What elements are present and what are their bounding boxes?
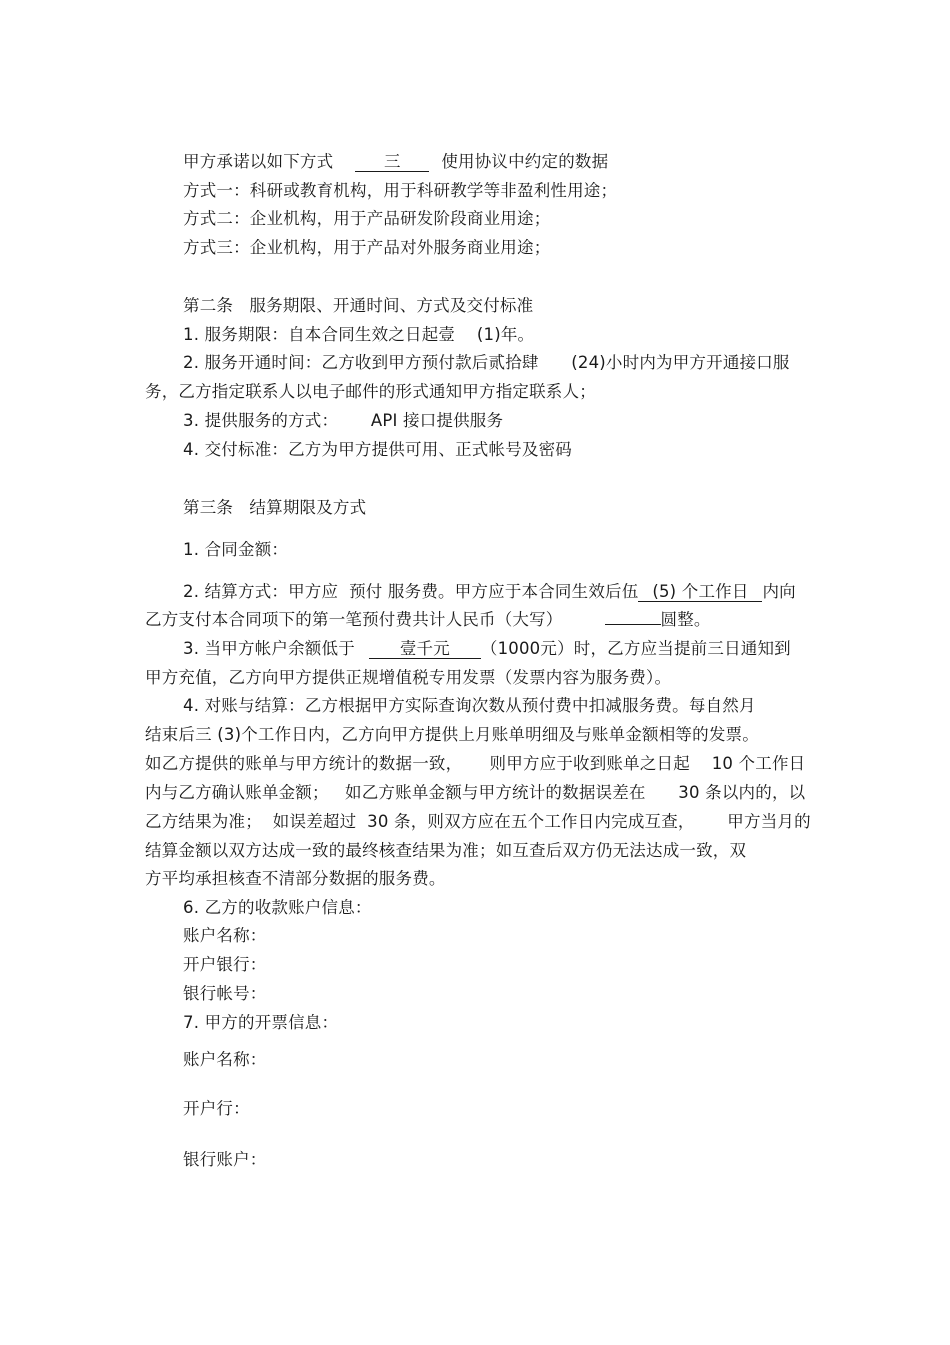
article-two-item-3: 3. 提供服务的方式： API 接口提供服务	[183, 411, 504, 430]
article-three-item-4-line-5: 乙方结果为准； 如误差超过 30 条，则双方应在五个工作日内完成互查， 甲方当月的	[145, 812, 811, 831]
article-three-item-3-cont: 甲方充值，乙方向甲方提供正规增值税专用发票（发票内容为服务费）。	[145, 668, 672, 687]
article-three-item-3	[183, 638, 791, 660]
article-three-item-2	[183, 581, 796, 603]
settlement-amount-prefix: 乙方支付本合同项下的第一笔预付费共计人民币（大写）	[145, 610, 563, 629]
commit-suffix: 使用协议中约定的数据	[441, 152, 609, 171]
article-two-item-1: 1. 服务期限：自本合同生效之日起壹 (1)年。	[183, 325, 535, 344]
balance-prefix: 3. 当甲方帐户余额低于	[183, 639, 355, 658]
article-three-item-4-line-3: 如乙方提供的账单与甲方统计的数据一致， 则甲方应于收到账单之日起 10 个工作日	[145, 754, 806, 773]
commit-value: 三	[355, 152, 429, 172]
invoice-bank-label: 开户行：	[183, 1099, 250, 1118]
article-two-item-2: 2. 服务开通时间：乙方收到甲方预付款后贰拾肆 (24)小时内为甲方开通接口服	[183, 353, 790, 372]
settlement-days: (5) 个工作日	[638, 582, 762, 602]
article-three-item-4-line-4: 内与乙方确认账单金额； 如乙方账单金额与甲方统计的数据误差在 30 条以内的，以	[145, 783, 806, 802]
settlement-suffix: 内向	[762, 582, 796, 601]
article-three-item-2-cont	[145, 609, 711, 631]
settlement-amount-suffix: 圆整。	[660, 610, 711, 629]
payee-account-number-label: 银行帐号：	[183, 984, 267, 1003]
article-three-item-4-line-2: 结束后三 (3)个工作日内，乙方向甲方提供上月账单明细及与账单金额相等的发票。	[145, 725, 759, 744]
balance-suffix: （1000元）时，乙方应当提前三日通知到	[480, 639, 791, 658]
commit-prefix: 甲方承诺以如下方式	[183, 152, 334, 171]
mode-three: 方式三：企业机构，用于产品对外服务商业用途；	[183, 238, 551, 257]
mode-one: 方式一：科研或教育机构，用于科研教学等非盈利性用途；	[183, 181, 618, 200]
settlement-amount-blank	[605, 624, 661, 625]
article-two-item-2-cont: 务，乙方指定联系人以电子邮件的形式通知甲方指定联系人；	[145, 382, 596, 401]
invoice-info-heading: 7. 甲方的开票信息：	[183, 1013, 339, 1032]
article-two-heading: 第二条 服务期限、开通时间、方式及交付标准	[183, 296, 534, 315]
payee-account-name-label: 账户名称：	[183, 926, 267, 945]
invoice-account-name-label: 账户名称：	[183, 1050, 267, 1069]
article-three-item-4: 4. 对账与结算：乙方根据甲方实际查询次数从预付费中扣减服务费。每自然月	[183, 696, 756, 715]
invoice-account-number-label: 银行账户：	[183, 1150, 267, 1169]
article-three-heading: 第三条 结算期限及方式	[183, 498, 367, 517]
payee-account-heading: 6. 乙方的收款账户信息：	[183, 898, 372, 917]
article-three-item-1: 1. 合同金额：	[183, 540, 289, 559]
article-two-item-4: 4. 交付标准：乙方为甲方提供可用、正式帐号及密码	[183, 440, 572, 459]
article-three-item-4-line-6: 结算金额以双方达成一致的最终核查结果为准；如互查后双方仍无法达成一致，双	[145, 841, 747, 860]
balance-amount: 壹千元	[369, 639, 481, 659]
settlement-prefix: 2. 结算方式：甲方应 预付 服务费。甲方应于本合同生效后伍	[183, 582, 639, 601]
article-three-item-4-line-7: 方平均承担核查不清部分数据的服务费。	[145, 869, 446, 888]
payee-bank-label: 开户银行：	[183, 955, 267, 974]
mode-two: 方式二：企业机构，用于产品研发阶段商业用途；	[183, 209, 551, 228]
commit-line	[183, 151, 608, 173]
